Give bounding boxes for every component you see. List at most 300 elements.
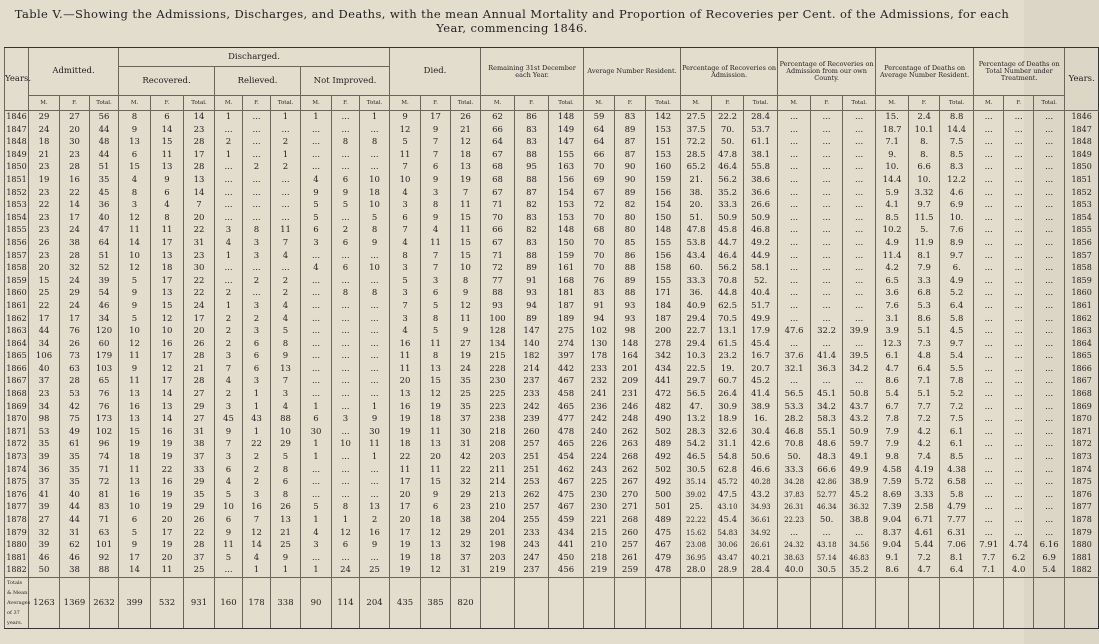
data-cell: ... — [360, 375, 390, 388]
year-cell: 1876 — [5, 489, 29, 502]
data-cell: 67 — [481, 187, 515, 200]
data-cell: ... — [332, 124, 360, 137]
data-cell: 76 — [60, 325, 90, 338]
data-cell: 32.2 — [811, 325, 843, 338]
data-cell: 156 — [646, 250, 681, 263]
data-cell: 12 — [421, 527, 451, 540]
data-cell: ... — [1004, 489, 1034, 502]
data-cell: 49.1 — [843, 451, 876, 464]
data-cell: ... — [1034, 401, 1065, 414]
data-cell: 153 — [549, 212, 584, 225]
data-cell: 153 — [646, 124, 681, 137]
data-cell: 5 — [271, 451, 301, 464]
year-cell: 1859 — [5, 275, 29, 288]
data-cell: ... — [360, 313, 390, 326]
data-cell: 13 — [119, 476, 151, 489]
data-cell: 19 — [151, 539, 184, 552]
data-cell: ... — [1004, 476, 1034, 489]
data-cell: 246 — [615, 401, 646, 414]
data-cell: 96 — [90, 438, 119, 451]
data-cell: 90 — [615, 174, 646, 187]
data-cell: 9 — [360, 237, 390, 250]
table-row — [5, 275, 1099, 288]
data-cell: ... — [843, 224, 876, 237]
data-cell: 49.9 — [843, 464, 876, 477]
data-cell: 101 — [90, 539, 119, 552]
data-cell: 24 — [184, 300, 215, 313]
data-cell: ... — [811, 124, 843, 137]
data-cell: 2 — [243, 464, 271, 477]
data-cell: 46.6 — [744, 464, 778, 477]
data-cell: ... — [360, 325, 390, 338]
year-cell: 1852 — [1065, 187, 1099, 200]
data-cell: 31 — [184, 426, 215, 439]
data-cell: 90 — [615, 161, 646, 174]
data-cell: 83 — [515, 136, 549, 149]
year-cell: 1874 — [5, 464, 29, 477]
data-cell: 23 — [29, 212, 60, 225]
data-cell: 27 — [451, 338, 481, 351]
data-cell: 20 — [184, 212, 215, 225]
year-cell: 1847 — [5, 124, 29, 137]
data-cell: 77 — [481, 275, 515, 288]
data-cell: 6.5 — [876, 275, 909, 288]
data-cell: 36.3 — [811, 363, 843, 376]
data-cell: ... — [215, 124, 243, 137]
data-cell: 48 — [90, 136, 119, 149]
subheader-f: F. — [811, 96, 843, 111]
data-cell: ... — [360, 388, 390, 401]
data-cell: 11 — [451, 313, 481, 326]
data-cell: 7 — [451, 187, 481, 200]
data-cell: ... — [1004, 388, 1034, 401]
data-cell: 38.6 — [744, 174, 778, 187]
data-cell: 44 — [29, 325, 60, 338]
data-cell: ... — [360, 161, 390, 174]
data-cell: 10.3 — [681, 350, 712, 363]
data-cell: 10.1 — [909, 124, 940, 137]
data-cell: ... — [215, 174, 243, 187]
data-cell: ... — [1004, 237, 1034, 250]
data-cell: 100 — [481, 313, 515, 326]
total-cell — [681, 577, 712, 628]
total-cell: 385 — [421, 577, 451, 628]
data-cell: 1 — [360, 451, 390, 464]
data-cell: 1 — [243, 401, 271, 414]
subheader-m: M. — [681, 96, 712, 111]
data-cell: 11 — [151, 149, 184, 162]
data-cell: 8 — [243, 224, 271, 237]
data-cell: ... — [811, 224, 843, 237]
data-cell: 271 — [615, 501, 646, 514]
data-cell: 14.4 — [940, 124, 974, 137]
data-cell: 53 — [60, 388, 90, 401]
data-cell: 72 — [90, 476, 119, 489]
data-cell: 239 — [515, 413, 549, 426]
data-cell: 14 — [184, 187, 215, 200]
data-cell: 43 — [243, 413, 271, 426]
data-cell: ... — [974, 363, 1004, 376]
data-cell: 31 — [60, 527, 90, 540]
data-cell: 148 — [615, 338, 646, 351]
data-cell: 2 — [243, 476, 271, 489]
data-cell: 30 — [301, 426, 332, 439]
data-cell: 164 — [615, 350, 646, 363]
data-cell: 50.9 — [712, 212, 744, 225]
data-cell: 30.9 — [712, 401, 744, 414]
data-cell: 15 — [421, 476, 451, 489]
data-cell: ... — [778, 250, 811, 263]
data-cell: 18 — [390, 438, 421, 451]
data-cell: 31.1 — [712, 438, 744, 451]
table-row — [5, 237, 1099, 250]
data-cell: 6 — [271, 476, 301, 489]
data-cell: 4 — [271, 313, 301, 326]
data-cell: 25. — [681, 501, 712, 514]
data-cell: 50. — [811, 514, 843, 527]
data-cell: 83 — [515, 237, 549, 250]
data-cell: 13 — [151, 401, 184, 414]
data-cell: 441 — [646, 375, 681, 388]
data-cell: 20 — [390, 375, 421, 388]
subheader-m: M. — [390, 96, 421, 111]
data-cell: ... — [243, 212, 271, 225]
data-cell: 22 — [390, 451, 421, 464]
data-cell: 2 — [243, 275, 271, 288]
data-cell: 14.4 — [876, 174, 909, 187]
data-cell: 9 — [390, 111, 421, 124]
data-cell: 35.14 — [681, 476, 712, 489]
data-cell: 45.72 — [712, 476, 744, 489]
data-cell: 38. — [681, 187, 712, 200]
data-cell: 11 — [390, 464, 421, 477]
data-cell: 482 — [646, 401, 681, 414]
data-cell: 2 — [271, 287, 301, 300]
data-cell: ... — [332, 375, 360, 388]
data-cell: 441 — [549, 539, 584, 552]
subheader-total: Total. — [744, 96, 778, 111]
data-cell: 35 — [451, 375, 481, 388]
subheader-m: M. — [215, 96, 243, 111]
data-cell: ... — [974, 275, 1004, 288]
data-cell: 8 — [421, 199, 451, 212]
data-cell: 6.1 — [940, 438, 974, 451]
year-cell: 1863 — [5, 325, 29, 338]
data-cell: 450 — [549, 552, 584, 565]
data-cell: ... — [974, 300, 1004, 313]
data-cell: 66 — [481, 124, 515, 137]
table-row — [5, 514, 1099, 527]
data-cell: 3.9 — [876, 325, 909, 338]
data-cell: 89 — [515, 313, 549, 326]
year-cell: 1864 — [5, 338, 29, 351]
data-cell: 36 — [90, 199, 119, 212]
data-cell: 182 — [515, 350, 549, 363]
data-cell: 478 — [549, 426, 584, 439]
data-cell: 342 — [646, 350, 681, 363]
header-recovered: Recovered. — [119, 67, 215, 96]
data-cell: 130 — [584, 338, 615, 351]
data-cell: 184 — [646, 300, 681, 313]
total-cell: 178 — [243, 577, 271, 628]
table-row — [5, 527, 1099, 540]
data-cell: 59.7 — [843, 438, 876, 451]
data-cell: 94 — [584, 313, 615, 326]
year-cell: 1875 — [5, 476, 29, 489]
data-cell: 6 — [332, 237, 360, 250]
data-cell: 261 — [615, 552, 646, 565]
data-cell: ... — [301, 325, 332, 338]
data-cell: ... — [1034, 476, 1065, 489]
data-cell: 35.2 — [843, 564, 876, 577]
data-cell: 13 — [421, 539, 451, 552]
data-cell: 20 — [29, 262, 60, 275]
data-cell: 64 — [584, 136, 615, 149]
data-cell: 10.2 — [876, 224, 909, 237]
data-cell: 209 — [615, 375, 646, 388]
data-cell: 4.8 — [909, 350, 940, 363]
subheader-total: Total. — [90, 96, 119, 111]
header-pct-deaths-average: Percentage of Deaths on Average Number Resident. — [876, 48, 974, 96]
data-cell: 76 — [584, 275, 615, 288]
data-cell: 56.5 — [681, 388, 712, 401]
data-cell: 6.6 — [909, 161, 940, 174]
data-cell: 66.6 — [811, 464, 843, 477]
table-row — [5, 375, 1099, 388]
data-cell: ... — [811, 199, 843, 212]
table-row — [5, 363, 1099, 376]
data-cell: 5.44 — [909, 539, 940, 552]
data-cell: 83 — [584, 287, 615, 300]
data-cell: 53.3 — [778, 401, 811, 414]
data-cell: 67 — [584, 187, 615, 200]
data-cell: ... — [974, 338, 1004, 351]
data-cell: 30 — [360, 426, 390, 439]
data-cell: 7 — [215, 363, 243, 376]
data-cell: 6 — [243, 363, 271, 376]
data-cell: 71 — [90, 514, 119, 527]
data-cell: 17 — [60, 212, 90, 225]
data-cell: 98 — [615, 325, 646, 338]
year-cell: 1872 — [1065, 438, 1099, 451]
data-cell: 4.7 — [876, 363, 909, 376]
total-cell: 532 — [151, 577, 184, 628]
data-cell: 24 — [60, 275, 90, 288]
data-cell: 492 — [646, 476, 681, 489]
data-cell: 28.5 — [681, 149, 712, 162]
data-cell: 5.3 — [909, 300, 940, 313]
data-cell: 4 — [271, 401, 301, 414]
data-cell: 4.9 — [940, 275, 974, 288]
data-cell: 9 — [119, 300, 151, 313]
data-cell: ... — [843, 161, 876, 174]
data-cell: ... — [243, 199, 271, 212]
subheader-total: Total. — [646, 96, 681, 111]
data-cell: 46 — [90, 300, 119, 313]
data-cell: 44.7 — [712, 237, 744, 250]
data-cell: ... — [974, 250, 1004, 263]
data-cell: 22 — [184, 527, 215, 540]
year-cell: 1862 — [5, 313, 29, 326]
data-cell: 38.9 — [744, 401, 778, 414]
data-cell: 20 — [60, 124, 90, 137]
data-cell: 228 — [481, 363, 515, 376]
data-cell: 8 — [271, 489, 301, 502]
data-cell: 8. — [909, 136, 940, 149]
subheader-total: Total. — [271, 96, 301, 111]
data-cell: 27.5 — [681, 111, 712, 124]
data-cell: 9 — [119, 539, 151, 552]
data-cell: ... — [843, 300, 876, 313]
data-cell: 156 — [549, 174, 584, 187]
data-cell: 22 — [184, 275, 215, 288]
data-cell: ... — [1034, 262, 1065, 275]
data-cell: ... — [843, 237, 876, 250]
data-cell: ... — [974, 313, 1004, 326]
data-cell: 5 — [271, 325, 301, 338]
data-cell: 46.8 — [744, 224, 778, 237]
data-cell: 49.9 — [744, 313, 778, 326]
data-cell: 13 — [451, 161, 481, 174]
year-cell: 1858 — [1065, 262, 1099, 275]
data-cell: 82 — [615, 199, 646, 212]
table-row — [5, 350, 1099, 363]
table-row — [5, 501, 1099, 514]
data-cell: ... — [1004, 313, 1034, 326]
data-cell: 26 — [184, 514, 215, 527]
data-cell: 158 — [646, 262, 681, 275]
data-cell: 257 — [515, 438, 549, 451]
data-cell: 501 — [646, 501, 681, 514]
data-cell: 16 — [119, 489, 151, 502]
data-cell: 12 — [451, 136, 481, 149]
data-cell: 43.7 — [843, 401, 876, 414]
data-cell: 454 — [549, 451, 584, 464]
data-cell: 35 — [29, 438, 60, 451]
data-cell: 6 — [301, 413, 332, 426]
data-cell: 15. — [876, 111, 909, 124]
data-cell: ... — [332, 250, 360, 263]
data-cell: 34 — [29, 401, 60, 414]
data-cell: ... — [811, 287, 843, 300]
data-cell: 16. — [744, 413, 778, 426]
data-cell: 4.58 — [876, 464, 909, 477]
data-cell: 8.5 — [940, 451, 974, 464]
data-cell: 54.83 — [712, 527, 744, 540]
data-cell: 208 — [481, 438, 515, 451]
data-cell: 6. — [940, 262, 974, 275]
data-cell: 103 — [90, 363, 119, 376]
data-cell: ... — [974, 401, 1004, 414]
year-cell: 1862 — [1065, 313, 1099, 326]
data-cell: 23 — [29, 224, 60, 237]
year-cell: 1868 — [5, 388, 29, 401]
data-cell: 15 — [451, 250, 481, 263]
data-cell: 62 — [481, 111, 515, 124]
data-cell: 17 — [29, 313, 60, 326]
data-cell: ... — [1034, 413, 1065, 426]
data-cell: 14 — [151, 413, 184, 426]
data-cell: 31 — [184, 237, 215, 250]
total-cell — [515, 577, 549, 628]
data-cell: ... — [974, 262, 1004, 275]
data-cell: 25 — [184, 564, 215, 577]
data-cell: 6.9 — [940, 199, 974, 212]
total-cell: 90 — [301, 577, 332, 628]
data-cell: 472 — [646, 388, 681, 401]
data-cell: 7.1 — [909, 375, 940, 388]
data-cell: 43.4 — [681, 250, 712, 263]
data-cell: 2 — [215, 287, 243, 300]
data-cell: 475 — [549, 489, 584, 502]
year-cell: 1859 — [1065, 275, 1099, 288]
data-cell: 106 — [29, 350, 60, 363]
data-cell: 5 — [421, 300, 451, 313]
data-cell: 9 — [451, 325, 481, 338]
data-cell: ... — [360, 124, 390, 137]
data-cell: 9 — [360, 539, 390, 552]
total-cell: 399 — [119, 577, 151, 628]
data-cell: 148 — [549, 111, 584, 124]
data-cell: ... — [243, 262, 271, 275]
data-cell: 10 — [119, 250, 151, 263]
data-cell: 22 — [60, 187, 90, 200]
total-cell — [744, 577, 778, 628]
data-cell: ... — [1004, 149, 1034, 162]
data-cell: 68 — [481, 174, 515, 187]
data-cell: 477 — [549, 413, 584, 426]
table-row — [5, 476, 1099, 489]
data-cell: 187 — [646, 313, 681, 326]
data-cell: 6 — [332, 539, 360, 552]
data-cell: 93 — [481, 300, 515, 313]
data-cell: 71 — [481, 250, 515, 263]
data-cell: 36.6 — [744, 187, 778, 200]
data-cell: ... — [1034, 212, 1065, 225]
data-cell: ... — [974, 174, 1004, 187]
data-cell: 154 — [646, 199, 681, 212]
data-cell: 5.4 — [1034, 564, 1065, 577]
data-cell: 6 — [301, 224, 332, 237]
data-cell: 6 — [215, 514, 243, 527]
data-cell: 214 — [515, 363, 549, 376]
data-cell: 56.2 — [712, 174, 744, 187]
data-cell: 7.59 — [876, 476, 909, 489]
data-cell: 3 — [243, 250, 271, 263]
data-cell: ... — [843, 250, 876, 263]
data-cell: ... — [215, 187, 243, 200]
data-cell: 24 — [60, 224, 90, 237]
data-cell: 2 — [243, 313, 271, 326]
data-cell: 240 — [584, 426, 615, 439]
data-cell: 68 — [584, 224, 615, 237]
data-cell: 36.61 — [744, 514, 778, 527]
data-cell: 434 — [646, 363, 681, 376]
data-cell: ... — [1004, 262, 1034, 275]
data-cell: 29 — [451, 527, 481, 540]
data-cell: ... — [243, 187, 271, 200]
data-cell: 102 — [584, 325, 615, 338]
data-cell: ... — [332, 149, 360, 162]
data-cell: 9 — [301, 187, 332, 200]
total-cell — [909, 577, 940, 628]
data-cell: ... — [332, 426, 360, 439]
data-cell: 7 — [421, 136, 451, 149]
data-cell: ... — [811, 313, 843, 326]
data-cell: 10 — [451, 262, 481, 275]
data-cell: ... — [811, 136, 843, 149]
data-cell: ... — [778, 212, 811, 225]
